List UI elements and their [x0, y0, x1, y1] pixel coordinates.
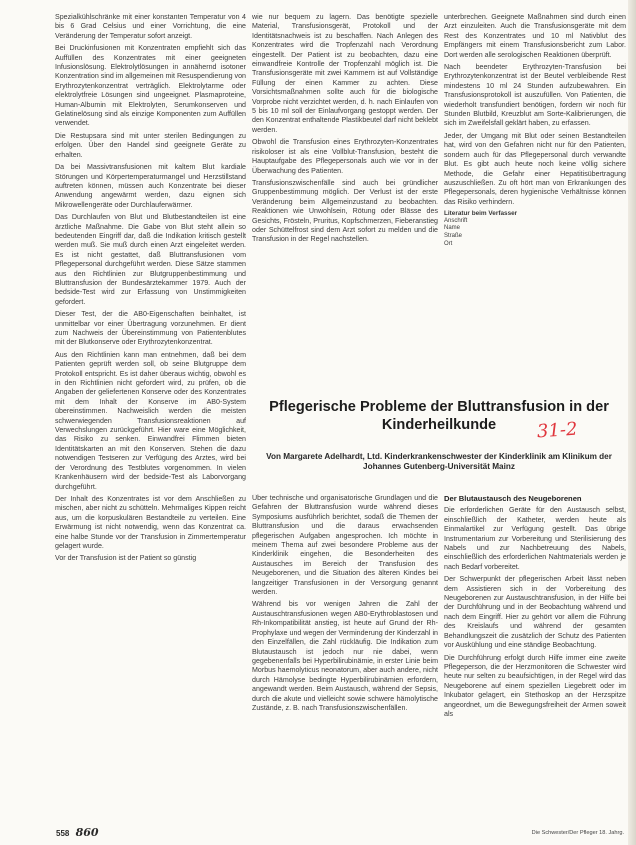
paragraph: Die erforderlichen Geräte für den Austausch selbst, einschließlich der Katheter, werden heute als Einmalartikel zur Verfügung gestellt. Das übrige Instrumentarium zur Vorbereitung und Sterilisierung des Nabels und zur Nachbetreuung des Nabels, einschließlich des erforderlichen Nahtmaterials werden je nach Bedarf vorbereitet. — [444, 506, 626, 571]
paragraph: Da bei Massivtransfusionen mit kaltem Blut kardiale Störungen und Körpertemperaturmangel und Herzstillstand auftreten können, müssen auch Konzentrate bei dieser Anwendung angewärmt werden, dazu eignen sich Mikrowellengeräte oder Durchlauferwärmer. — [55, 163, 246, 209]
paragraph: Die Durchführung erfolgt durch Hilfe immer eine zweite Pflegeperson, die der Herzmonitoren die Schwester wird heute nur selten zu beaufsichtigen, in der Regel wird das Neugeborene auf einem speziellen Liegebrett oder im Inkubator gelagert, ein Stethoskop an der Herzspitze angeordnet, um die Bewegungsfreiheit der Armen soweit als — [444, 653, 626, 718]
page-number-handwritten: 860 — [75, 826, 99, 839]
literature-note — [444, 210, 626, 248]
paragraph: Das Durchlaufen von Blut und Blutbestandteilen ist eine ärztliche Maßnahme. Die Gabe von Blut steht allein so bedeutenden Eingriff dar, daß die Indikation kritisch gestellt werden muß. Sie muß durch einen Arzt eingeleitet werden. Es ist nicht gestattet, daß Bluttransfusionen vom Pflegepersonal durchgeführt werden. Diese Sätze stammen aus den Richtlinien zur Blutgruppenbestimmung und Bluttransfusion der Bundesärztekammer 1979. Auch der bedside-Test wird zur Erfassung von Unstimmigkeiten gefordert. — [55, 213, 246, 306]
literature-line: Name — [444, 225, 461, 232]
paragraph: Während bis vor wenigen Jahren die Zahl der Austauschtransfusionen wegen AB0-Erythroblastosen und Rh-Inkompatibilität anstieg, ist heute auf Grund der Rh-Prophylaxe und wegen der Verminderung der Kinderzahl in den Einzelfällen, die Zahl rückläufig. Die Indikation zum Blutaustausch ist jedoch nur nie dabei, wenn gegebenenfalls bei Hyperbilirubinämie, in erster Linie beim Morbus haemolyticus neonatorum, aber auch andere, nicht durch Hämolyse bedingte Hyperbilirubinämien erfordern, angewandt werden. Beim Austausch, während der Sepsis, durch die akute und vielleicht sowie schwere hämolytische Zustände, z. B. nach Transfusionszwischenfällen. — [252, 600, 438, 712]
paragraph: unterbrechen. Geeignete Maßnahmen sind durch einen Arzt einzuleiten. Auch die Transfusionsgeräte mit dem Rest des Konzentrates und 10 ml Nativblut des Empfängers mit einem Transfusionsbericht zum Labor. Dort werden alle serologischen Reaktionen überprüft. — [444, 13, 626, 59]
literature-line: Ort — [444, 240, 453, 247]
paragraph: Transfusionszwischenfälle sind auch bei gründlicher Gruppenbestimmung möglich. Der Verlust ist der erste Veränderung beim Allgemeinzustand zu beobachten. Reaktionen wie Unwohlsein, Rötung oder Blässe des Gesichts, Frösteln, Pruritus, Kopfschmerzen, Fieberanstieg oder Schüttelfrost sind dem Arzt sofort zu melden und die Transfusion in der Regel nachstellen. — [252, 178, 438, 244]
text-column-4 — [252, 494, 438, 834]
paragraph: Jeder, der Umgang mit Blut oder seinen Bestandteilen hat, wird von den Gefahren nicht nur für den Patienten, sondern auch für das Pflegepersonal durch verwandte Blut. Es gibt auch heute noch keine völlig sichere Methode, die Gefahr einer Hepatitisübertragung auszuschließen. Zu oft hört man von Erkrankungen des Pflegepersonals, deren hygienische Verhältnisse können das Risiko verhindern. — [444, 131, 626, 206]
page-number — [56, 826, 99, 839]
literature-line: Straße — [444, 232, 463, 239]
article-byline: Von Margarete Adelhardt, Ltd. Kinderkrankenschwester der Kinderklinik am Klinikum der Johannes Gutenberg-Universität Mainz — [266, 452, 612, 471]
page-edge — [628, 0, 636, 845]
page-footer: Die Schwester/Der Pfleger 18. Jahrg. — [531, 830, 624, 836]
text-column-1 — [55, 13, 246, 823]
paragraph: Aus den Richtlinien kann man entnehmen, daß bei dem Patienten geprüft werden soll, ob seine Blutgruppe dem Protokoll entspricht. Es ist daher überaus wichtig, obwohl es in den Richtlinien nicht gefordert wird, zu prüfen, ob die Angaben der geliefertenen Konserve oder des Konzentrates mit dem Inhalt der Konserve im AB0-System übereinstimmen. Nachweislich werden die meisten schwerwiegenden Transfusionsreaktionen auf Verwechslungen zurückgeführt. Hier ware eine Möglichkeit, das Risiko zu senken. Einwandfrei Flimmen bieten Identitätskarten an mit den Konserven. Stehen die dazu notwendigen Testseren zur Verfügung des Arztes, wird bei der Verordnung des Testblutes vorgenommen. In vielen Krankenhäusern wird der bedside-Test als Laborvorgang durchgeführt. — [55, 350, 246, 491]
section-heading: Der Blutaustausch des Neugeborenen — [444, 494, 582, 503]
paragraph: Spezialkühlschränke mit einer konstanten Temperatur von 4 bis 6 Grad Celsius und einer Vorrichtung, die eine Veränderung der Temperatur sofort anzeigt. — [55, 13, 246, 40]
paragraph: Obwohl die Transfusion eines Erythrozyten-Konzentrates risikoloser ist als eine Vollblut-Transfusion, besteht die Hauptaufgabe des Pflegepersonals auch wie vor in der Überwachung des Patienten. — [252, 138, 438, 175]
paragraph: Vor der Transfusion ist der Patient so günstig — [55, 554, 197, 563]
handwritten-note: 31-2 — [536, 418, 579, 443]
paragraph: Der Inhalt des Konzentrates ist vor dem Anschließen zu mischen, aber nicht zu schütteln. Mehrmaliges Kippen reicht aus, um die korpuskulären Bestandteile zu verteilen. Eine Erwärmung ist nicht notwendig, wenn das Konzentrat ca. eine halbe Stunde vor der Transfusion in Zimmertemperatur gelagert wurde. — [55, 494, 246, 550]
literature-line: Anschrift — [444, 217, 468, 224]
paragraph: Nach beendeter Erythrozyten-Transfusion bei Erythrozytenkonzentrat ist der Beutel verbleibende Rest mindestens 10 ml 24 Stunden aufzubewahren. Ein Transfusionsprotokoll ist auszufüllen. Von Patienten, die wiederholt transfundiert benötigen, fordern wir noch für Stunden Blutbild, Kreuzblut am Sorte-Kalibrierungen, die sich im Zweifelsfall geklärt haben, zu erfassen. — [444, 63, 626, 128]
paragraph: Der Schwerpunkt der pflegerischen Arbeit lässt neben dem Assistieren sich in der Vorbereitung des Neugeborenen zur Austauschtransfusion, in der Hilfe bei der Durchführung und in der Beobachtung während und nach dem Eingriff. Hier zu gehört vor allem die Führung des Kreislaufs und während der gesamten Behandlungszeit die zusätzlich der Schutz des Patienten vor Auskühlung und eine ständige Beobachtung. — [444, 575, 626, 650]
paragraph: wie nur bequem zu lagern. Das benötigte spezielle Material, Transfusionsgerät, Protokoll und der Identitätsnachweis ist zu beschaffen. Nach Anlegen des Konzentrates wird die Tropfenzahl nach Verordnung eingestellt. Der Patient ist zu beobachten, dazu eine einwandfreie Kontrolle der Tropfenzahl möglich ist. Die Transfusionsgeräte mit zwei Kammern ist auf Vollständige Füllung der einen Kammer zu achten. Diese Vorsichtsmaßnahmen sollte auch für die biologische Vorprobe nicht verzichtet werden, d. h. nach Einlaufen von 5 bis 10 ml soll der Einlaufvorgang gestoppt werden. Der den Konzentrat enthaltende Plastikbeutel darf nicht beklebt werden. — [252, 13, 438, 134]
text-column-5 — [444, 494, 626, 834]
paragraph: Bei Druckinfusionen mit Konzentraten empfiehlt sich das Auffüllen des Konzentrates mit einer geeigneten Infusionslösung. Elektrolytlösungen in annähernd isotoner Konzentration sind im allgemeinen mit Resuspendierung von Erythrozytenkonzentrat verträglich. Elektrolytarme oder elektrolytfreie Lösungen sind ungeeignet. Plasmaproteine, Human-Albumin mit Elektrolyten, Serumkonserven und Gelatinelösung sind als einzige Komponenten zum Auffüllen verwendet. — [55, 44, 246, 128]
text-column-3 — [444, 13, 626, 443]
text-column-2 — [252, 13, 438, 443]
paragraph: Dieser Test, der die AB0-Eigenschaften beinhaltet, ist unmittelbar vor einer Übertragung vorzunehmen. Er dient zum Nachweis der Übereinstimmung von Patientenblutes mit der Blutkonserve oder Erythrozytenkonzentrat. — [55, 310, 246, 347]
page-number-printed: 558 — [56, 829, 70, 838]
literature-title: Literatur beim Verfasser — [444, 210, 518, 218]
paragraph: Über technische und organisatorische Grundlagen und die Gefahren der Bluttransfusion wurde während dieses Symposiums ausführlich berichtet, sodaß die Themen der Bluttransfusion und die daraus erwachsenden pflegerischen Aufgaben angesprochen. Ich möchte in meinem Thema auf zwei besondere Probleme aus der Kinderklinik eingehen, die Besonderheiten des Austausches im Bereich der Transfusion des Neugeborenen, und die Situation des älteren Kindes bei langzeitiger Transfusionen in der Versorgung genannt werden. — [252, 494, 438, 597]
article-title: Pflegerische Probleme der Bluttransfusion in der Kinderheilkunde — [269, 399, 609, 433]
paragraph: Die Restupsara sind mit unter sterilen Bedingungen zu erfolgen. Über den Handel sind geeignete Geräte zu erhalten. — [55, 131, 246, 159]
